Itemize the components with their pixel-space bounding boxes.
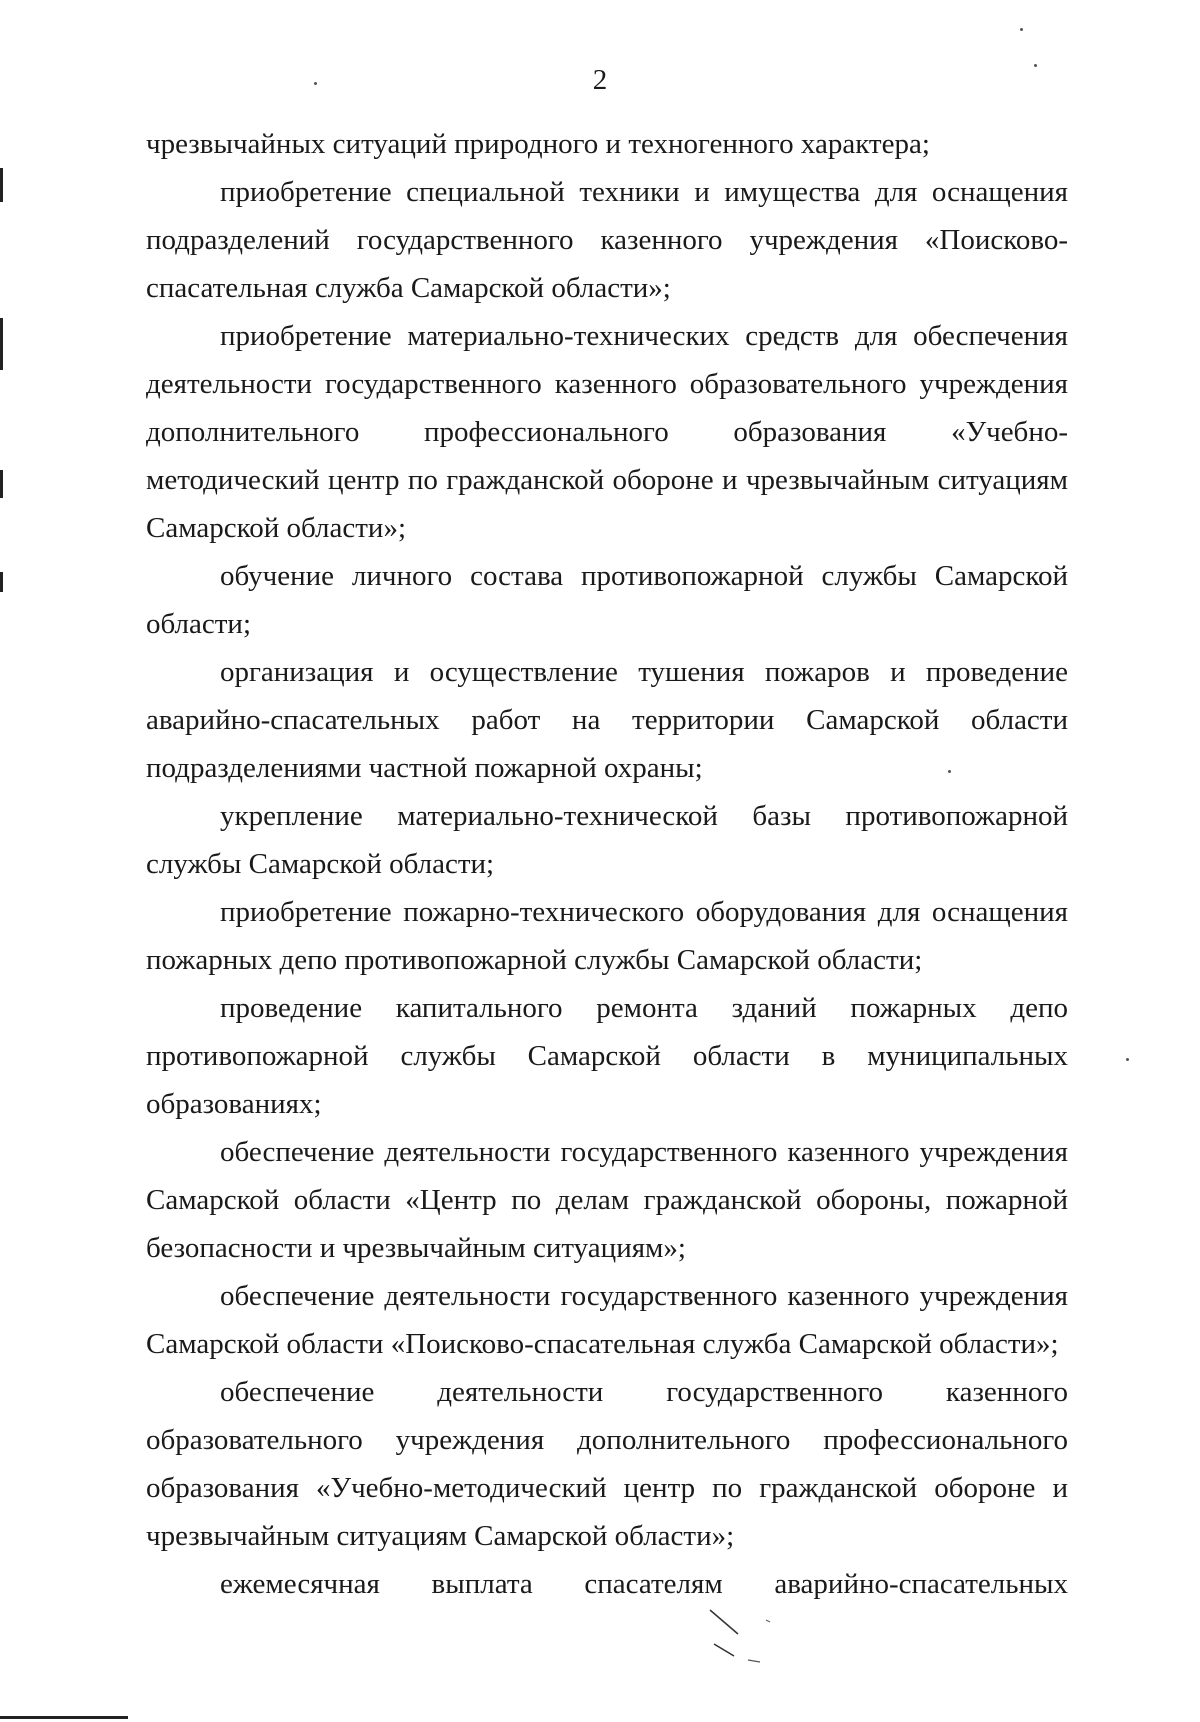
list-item-monthly-payment: ежемесячная выплата спасателям аварийно-спасательных — [220, 1568, 1068, 1600]
document-body — [146, 120, 1068, 1608]
scan-speck — [1020, 28, 1023, 31]
scan-edge-mark — [0, 572, 3, 592]
list-item-firefighting: организация и осуществление тушения пожаров и проведение аварийно-спасательных работ на территории Самарской области подразделениями частной пожарной охраны; — [146, 656, 1068, 784]
list-item-base-strengthening: укрепление материально-технической базы противопожарной службы Самарской области; — [146, 800, 1068, 880]
list-item-special-equipment: приобретение специальной техники и имущества для оснащения подразделений государственного казенного учреждения «Поисково-спасательная служба Самарской области»; — [146, 176, 1068, 304]
scan-scribble-mark — [690, 1600, 800, 1680]
list-item-fire-equipment: приобретение пожарно-технического оборудования для оснащения пожарных депо противопожарной службы Самарской области; — [146, 896, 1068, 976]
list-item-material-means: приобретение материально-технических средств для обеспечения деятельности государственного казенного образовательного учреждения дополнительного профессионального образования «Учебно-методический центр по гражданской обороне и чрезвычайным ситуациям Самарской области»; — [146, 320, 1068, 544]
list-item-rescue-service: обеспечение деятельности государственного казенного учреждения Самарской области «Поисково-спасательная служба Самарской области»; — [146, 1280, 1068, 1360]
scan-edge-mark — [0, 470, 3, 498]
scan-bottom-line — [0, 1716, 128, 1719]
paragraph-continuation: чрезвычайных ситуаций природного и техногенного характера; — [146, 128, 930, 160]
page-number: 2 — [592, 64, 608, 96]
list-item-training-center: обеспечение деятельности государственного казенного образовательного учреждения дополнительного профессионального образования «Учебно-методический центр по гражданской обороне и чрезвычайным ситуациям Самарской области»; — [146, 1376, 1068, 1552]
list-item-civil-defense-center: обеспечение деятельности государственного казенного учреждения Самарской области «Центр по делам гражданской обороны, пожарной безопасности и чрезвычайным ситуациям»; — [146, 1136, 1068, 1264]
scan-edge-mark — [0, 318, 3, 370]
list-item-training: обучение личного состава противопожарной службы Самарской области; — [146, 560, 1068, 640]
list-item-capital-repair: проведение капитального ремонта зданий пожарных депо противопожарной службы Самарской области в муниципальных образованиях; — [146, 992, 1068, 1120]
scan-speck — [1126, 1058, 1129, 1061]
scan-edge-mark — [0, 168, 3, 202]
